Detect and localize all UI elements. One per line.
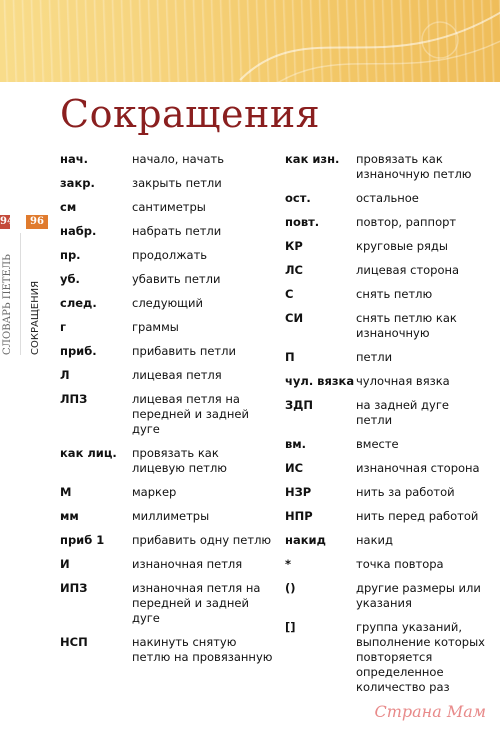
abbr-term: мм [60,509,79,523]
abbr-meaning: петли [356,350,393,364]
abbr-term: см [60,200,77,214]
abbr-row [60,485,275,500]
abbr-meaning: накид [356,533,393,547]
abbr-row [60,152,275,167]
abbr-term: ЛПЗ [60,392,88,406]
abbr-term: П [285,350,295,364]
abbr-term: ИПЗ [60,581,88,595]
abbr-row [60,446,275,476]
abbr-row [285,398,485,428]
abbr-row [60,248,275,263]
abbr-term: ИС [285,461,304,475]
abbr-meaning: изнаночная сторона [356,461,480,475]
abbr-term: И [60,557,70,571]
abbr-term: пр. [60,248,81,262]
header-band [0,0,500,82]
abbr-meaning: другие размеры или указания [356,581,481,610]
abbr-row [60,320,275,335]
abbr-meaning: остальное [356,191,419,205]
page-title: Сокращения [60,92,321,136]
abbr-meaning: миллиметры [132,509,210,523]
abbr-term: * [285,557,292,571]
abbr-term: НПР [285,509,313,523]
abbr-meaning: граммы [132,320,179,334]
abbr-meaning: круговые ряды [356,239,448,253]
abbr-meaning: следующий [132,296,203,310]
abbr-row [285,620,485,695]
abbr-row [285,461,485,476]
abbr-row [285,215,485,230]
abbr-row [285,263,485,278]
abbr-row [285,350,485,365]
abbr-row [285,533,485,548]
abbr-meaning: снять петлю как изнаночную [356,311,457,340]
abbr-term: приб. [60,344,97,358]
abbreviations-left-column [60,152,275,674]
abbr-row [60,533,275,548]
abbr-term: накид [285,533,326,547]
abbr-term: вм. [285,437,307,451]
abbr-term: чул. вязка [285,374,355,388]
abbr-term: НСП [60,635,88,649]
watermark-logo: Страна Мам [374,702,486,721]
abbr-term: след. [60,296,97,310]
abbr-meaning: лицевая сторона [356,263,460,277]
abbr-row [285,374,485,389]
abbr-term: М [60,485,72,499]
abbr-meaning: провязать как лицевую петлю [132,446,227,475]
abbr-row [285,581,485,611]
abbr-term: ост. [285,191,311,205]
abbr-meaning: изнаночная петля на передней и задней дуге [132,581,261,625]
abbr-term: СИ [285,311,304,325]
abbr-term: С [285,287,294,301]
abbr-meaning: начало, начать [132,152,224,166]
abbr-meaning: снять петлю [356,287,433,301]
abbr-meaning: на задней дуге петли [356,398,449,427]
abbr-term: НЗР [285,485,312,499]
abbr-meaning: нить за работой [356,485,455,499]
abbr-meaning: изнаночная петля [132,557,243,571]
abbr-meaning: маркер [132,485,177,499]
abbr-meaning: убавить петли [132,272,221,286]
abbr-meaning: накинуть снятую петлю на провязанную [132,635,273,664]
abbr-term: закр. [60,176,95,190]
abbr-row [60,224,275,239]
abbr-row [285,311,485,341]
abbr-term: приб 1 [60,533,105,547]
abbreviations-right-column [285,152,485,704]
abbr-meaning: продолжать [132,248,208,262]
abbr-row [60,581,275,626]
abbr-row [60,368,275,383]
abbr-row [60,272,275,287]
abbr-meaning: вместе [356,437,399,451]
abbr-term: набр. [60,224,97,238]
abbr-row [60,176,275,191]
abbr-meaning: прибавить одну петлю [132,533,272,547]
abbr-term: уб. [60,272,80,286]
abbr-term: Л [60,368,70,382]
abbr-term: ЛС [285,263,303,277]
section-tab [0,215,52,355]
abbr-meaning: точка повтора [356,557,444,571]
abbr-meaning: нить перед работой [356,509,479,523]
tab-divider [20,233,21,355]
abbr-row [285,557,485,572]
abbr-row [60,509,275,524]
abbr-row [285,239,485,254]
abbr-meaning: лицевая петля на передней и задней дуге [132,392,249,436]
abbr-meaning: повтор, раппорт [356,215,457,229]
abbr-term: нач. [60,152,88,166]
abbr-row [60,200,275,215]
abbr-meaning: набрать петли [132,224,222,238]
abbr-row [285,437,485,452]
section-label-right: СОКРАЩЕНИЯ [30,280,41,355]
abbr-term: [] [285,620,296,634]
abbr-term: как изн. [285,152,340,166]
abbr-row [60,635,275,665]
abbr-term: повт. [285,215,320,229]
abbr-term: как лиц. [60,446,117,460]
abbr-row [285,191,485,206]
page-number-right: 96 [26,215,48,229]
abbr-row [285,485,485,500]
abbr-term: () [285,581,296,595]
abbr-term: КР [285,239,303,253]
abbr-meaning: прибавить петли [132,344,236,358]
abbr-term: ЗДП [285,398,314,412]
abbr-row [285,509,485,524]
page-number-left: 94 [0,216,14,227]
abbr-row [60,557,275,572]
abbr-row [285,152,485,182]
abbr-meaning: закрыть петли [132,176,222,190]
abbr-row [60,392,275,437]
abbr-meaning: чулочная вязка [356,374,450,388]
section-label-left: СЛОВАРЬ ПЕТЕЛЬ [2,254,13,355]
abbr-meaning: группа указаний, выполнение которых повторяется определенное количество раз [356,620,485,694]
abbr-row [60,344,275,359]
abbr-term: г [60,320,67,334]
abbr-meaning: провязать как изнаночную петлю [356,152,472,181]
abbr-row [285,287,485,302]
decorative-swirl [230,0,500,82]
abbr-meaning: сантиметры [132,200,206,214]
abbr-row [60,296,275,311]
abbr-meaning: лицевая петля [132,368,222,382]
